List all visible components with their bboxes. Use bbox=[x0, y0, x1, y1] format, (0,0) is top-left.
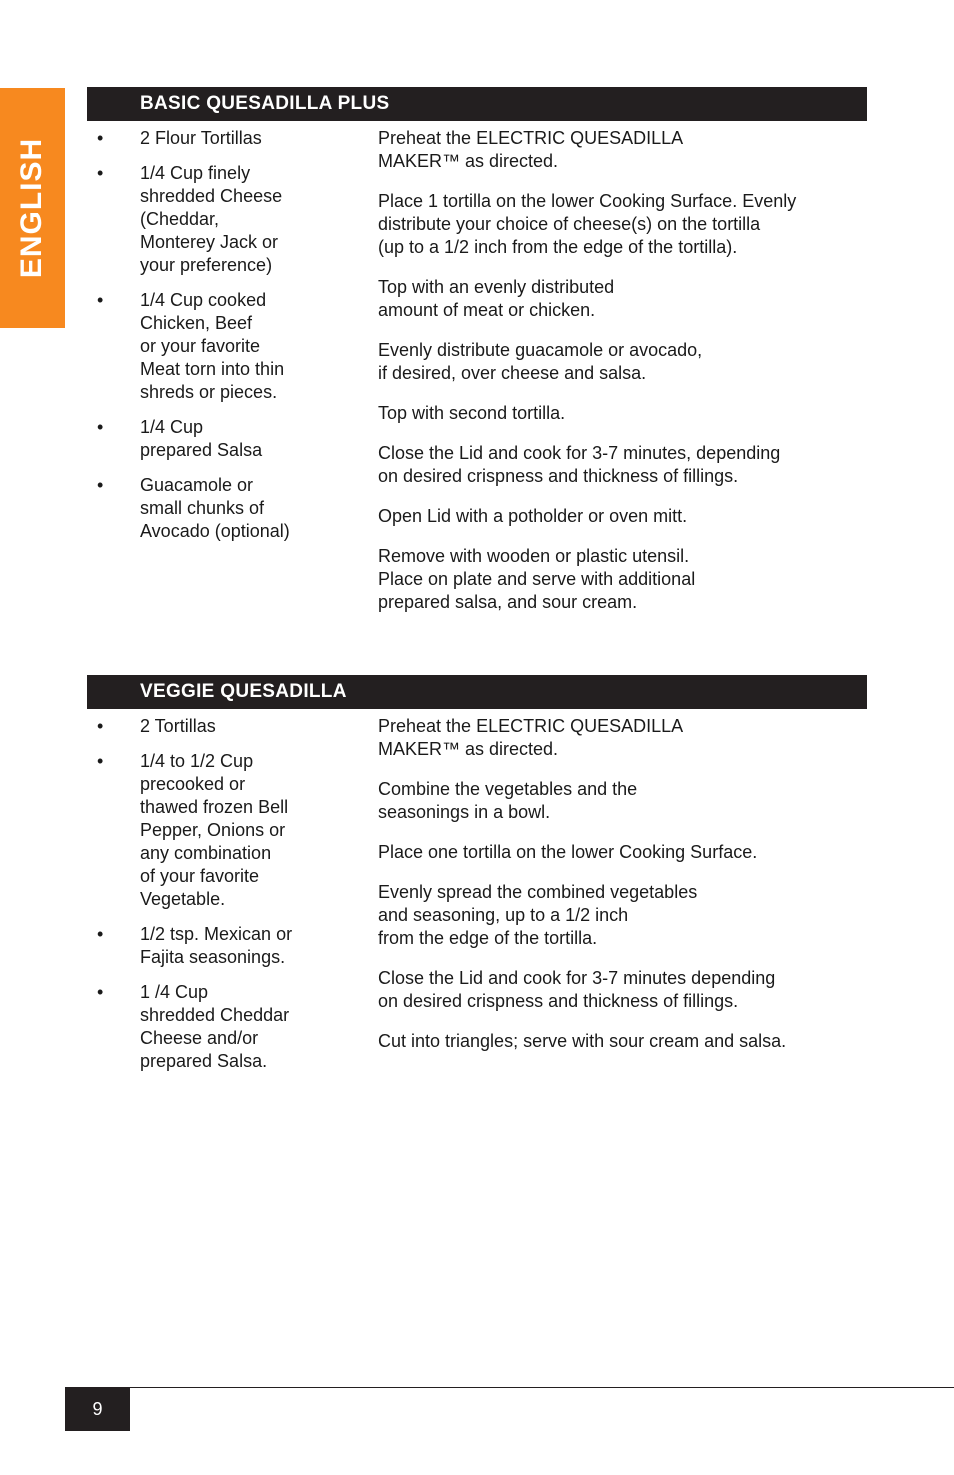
ingredient-item bbox=[87, 289, 327, 404]
ingredient-list bbox=[87, 715, 327, 1085]
language-tab-label: ENGLISH bbox=[15, 137, 48, 279]
bullet-icon: • bbox=[97, 163, 104, 183]
bullet-icon: • bbox=[97, 924, 104, 944]
step-text: Preheat the ELECTRIC QUESADILLA MAKER™ as directed. bbox=[378, 716, 684, 759]
bullet-icon: • bbox=[97, 982, 104, 1002]
ingredient-text: 2 Flour Tortillas bbox=[140, 128, 262, 148]
section-title: BASIC QUESADILLA PLUS bbox=[87, 87, 867, 121]
ingredient-item bbox=[87, 162, 327, 277]
bullet-icon: • bbox=[97, 751, 104, 771]
step-text: Combine the vegetables and the seasonings in a bowl. bbox=[378, 779, 638, 822]
step-text: Evenly spread the combined vegetables and seasoning, up to a 1/2 inch from the edge of the tortilla. bbox=[378, 882, 698, 948]
step-text: Close the Lid and cook for 3-7 minutes depending on desired crispness and thickness of fillings. bbox=[378, 968, 776, 1011]
ingredient-text: 1/4 to 1/2 Cup precooked or thawed frozen Bell Pepper, Onions or any combination of your favorite Vegetable. bbox=[140, 751, 289, 909]
ingredient-item bbox=[87, 715, 327, 738]
step-text: Top with second tortilla. bbox=[378, 403, 566, 423]
footer-rule bbox=[65, 1387, 954, 1388]
bullet-icon: • bbox=[97, 290, 104, 310]
language-tab bbox=[0, 88, 65, 328]
recipe-basic-quesadilla-plus bbox=[87, 87, 867, 612]
step-list bbox=[378, 715, 868, 1070]
step-text: Cut into triangles; serve with sour cream and salsa. bbox=[378, 1031, 787, 1051]
step-text: Place 1 tortilla on the lower Cooking Surface. Evenly distribute your choice of cheese(s) on the tortilla (up to a 1/2 inch from the edge of the tortilla). bbox=[378, 191, 797, 257]
step-text: Open Lid with a potholder or oven mitt. bbox=[378, 506, 688, 526]
ingredient-text: 1/4 Cup prepared Salsa bbox=[140, 417, 263, 460]
ingredient-item bbox=[87, 923, 327, 969]
ingredient-item bbox=[87, 127, 327, 150]
bullet-icon: • bbox=[97, 716, 104, 736]
bullet-icon: • bbox=[97, 128, 104, 148]
ingredient-text: 2 Tortillas bbox=[140, 716, 216, 736]
recipe-veggie-quesadilla bbox=[87, 675, 867, 1071]
step-text: Place one tortilla on the lower Cooking Surface. bbox=[378, 842, 758, 862]
section-title: VEGGIE QUESADILLA bbox=[87, 675, 867, 709]
ingredient-item bbox=[87, 474, 327, 543]
ingredient-text: 1/4 Cup finely shredded Cheese (Cheddar, Monterey Jack or your preference) bbox=[140, 163, 283, 275]
bullet-icon: • bbox=[97, 475, 104, 495]
ingredient-list bbox=[87, 127, 327, 555]
ingredient-item bbox=[87, 750, 327, 911]
page-number: 9 bbox=[65, 1387, 130, 1431]
ingredient-text: 1 /4 Cup shredded Cheddar Cheese and/or prepared Salsa. bbox=[140, 982, 290, 1071]
step-text: Preheat the ELECTRIC QUESADILLA MAKER™ as directed. bbox=[378, 128, 684, 171]
ingredient-item bbox=[87, 416, 327, 462]
step-text: Remove with wooden or plastic utensil. Place on plate and serve with additional prepared salsa, and sour cream. bbox=[378, 546, 696, 612]
ingredient-text: 1/2 tsp. Mexican or Fajita seasonings. bbox=[140, 924, 293, 967]
step-text: Top with an evenly distributed amount of meat or chicken. bbox=[378, 277, 615, 320]
ingredient-item bbox=[87, 981, 327, 1073]
step-list bbox=[378, 127, 868, 631]
ingredient-text: Guacamole or small chunks of Avocado (optional) bbox=[140, 475, 290, 541]
step-text: Evenly distribute guacamole or avocado, if desired, over cheese and salsa. bbox=[378, 340, 703, 383]
ingredient-text: 1/4 Cup cooked Chicken, Beef or your favorite Meat torn into thin shreds or pieces. bbox=[140, 290, 285, 402]
bullet-icon: • bbox=[97, 417, 104, 437]
step-text: Close the Lid and cook for 3-7 minutes, depending on desired crispness and thickness of fillings. bbox=[378, 443, 781, 486]
